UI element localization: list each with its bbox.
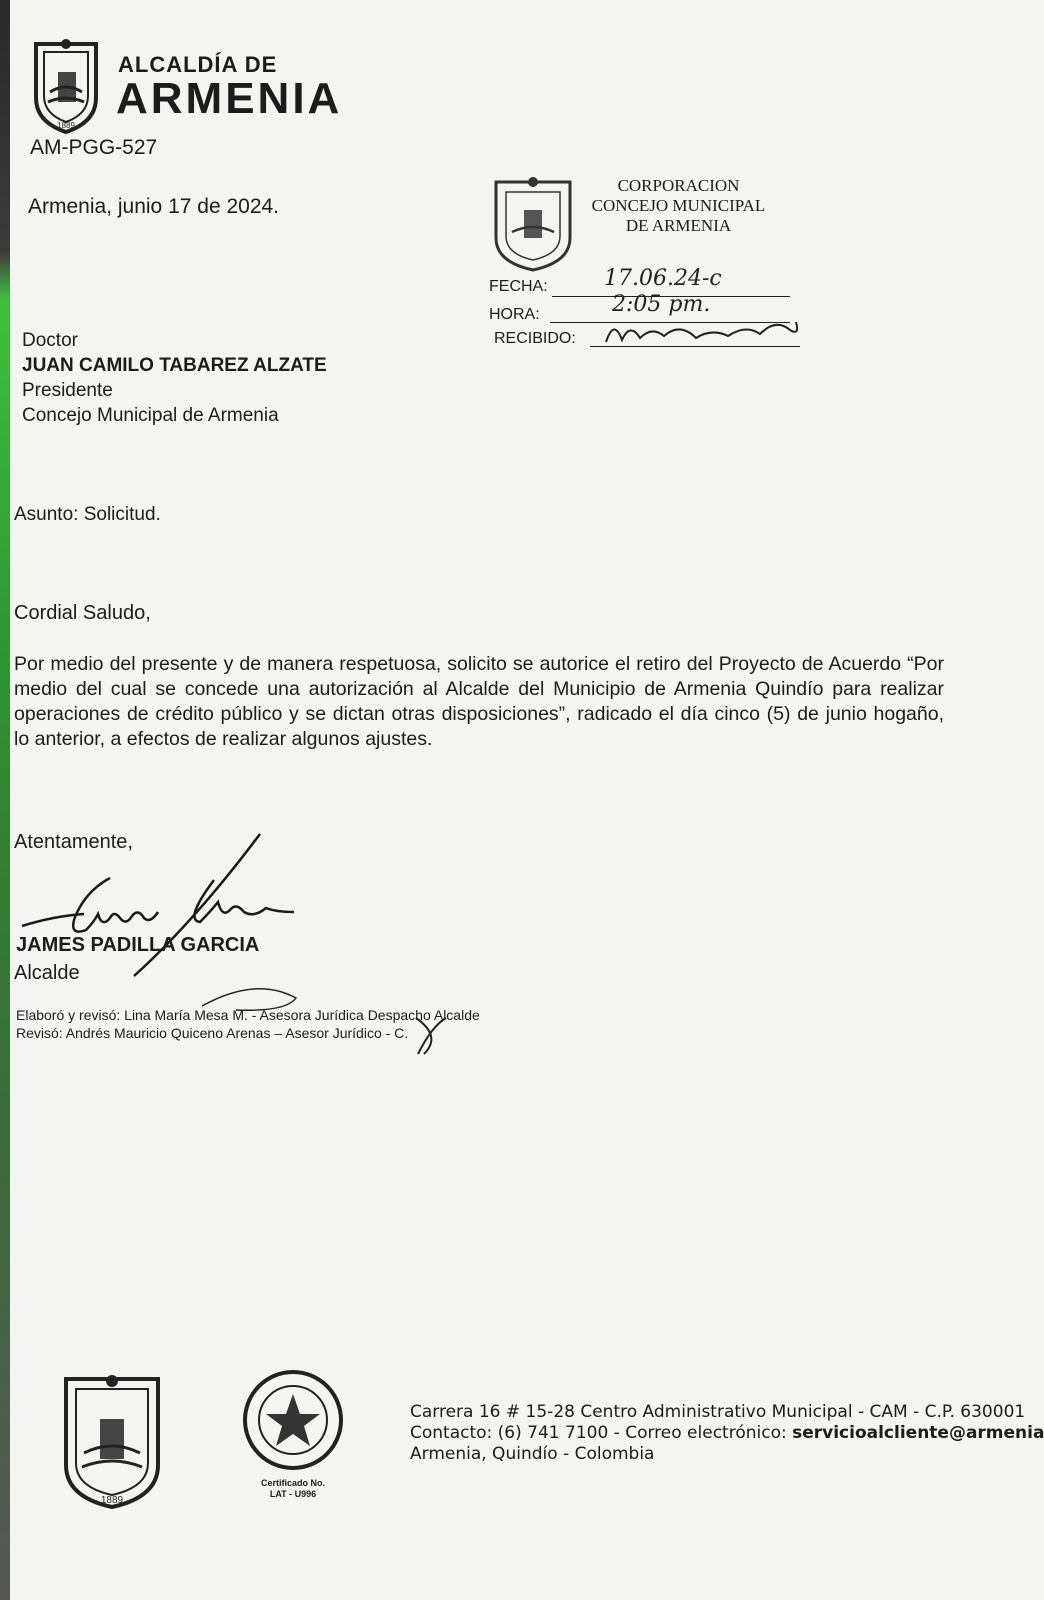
stamp-line2: CONCEJO MUNICIPAL [591, 196, 766, 215]
scan-edge [0, 0, 10, 1600]
signer-name: JAMES PADILLA GARCIA [16, 934, 260, 956]
document-date: Armenia, junio 17 de 2024. [28, 195, 280, 218]
stamp-hora-label: HORA: [489, 306, 540, 323]
concejo-shield-icon [488, 172, 578, 272]
stamp-fecha-label: FECHA: [489, 278, 548, 295]
footer-contact-prefix: Contacto: (6) 741 7100 - Correo electrónico: [410, 1423, 793, 1443]
recipient-salutation: Doctor [22, 330, 78, 351]
certification-seal-icon [238, 1368, 348, 1476]
body-paragraph: Por medio del presente y de manera respetuosa, solicito se autorice el retiro del Proyecto de Acuerdo “Por medio del cual se concede una autorización al Alcalde del Municipio de Armenia Quindío para realizar operaciones de crédito público y se dictan otras disposiciones”, radicado el día cinco (5) de junio hogaño, lo anterior, a efectos de realizar algunos ajustes. [14, 653, 944, 750]
certification-seal [238, 1368, 348, 1508]
greeting: Cordial Saludo, [14, 602, 151, 624]
recipient-role: Presidente [22, 380, 113, 401]
credits-line2: Revisó: Andrés Mauricio Quiceno Arenas – Asesor Jurídico - C. [16, 1025, 409, 1041]
received-signature-icon [600, 312, 806, 352]
footer-contact-line [410, 1423, 1044, 1444]
recipient-name: JUAN CAMILO TABAREZ ALZATE [22, 355, 327, 376]
footer-address: Carrera 16 # 15-28 Centro Administrativo Municipal - CAM - C.P. 630001 [410, 1402, 1026, 1422]
stamp-hora-value: 2:05 pm. [612, 292, 711, 317]
stamp-line1: CORPORACION [617, 176, 740, 195]
recipient-block [22, 328, 327, 428]
footer-contact [410, 1402, 1044, 1465]
initials-scribble-icon [196, 976, 466, 1058]
stamp-title [576, 176, 781, 236]
seal-certificate-number: LAT - U996 [269, 1489, 317, 1499]
subject-line: Asunto: Solicitud. [14, 504, 161, 525]
stamp-recibido-label: RECIBIDO: [494, 330, 576, 347]
svg-text:1889: 1889 [100, 1495, 124, 1506]
brand-line1: ALCALDÍA DE [118, 52, 278, 77]
recipient-institution: Concejo Municipal de Armenia [22, 405, 279, 426]
armenia-shield-icon [30, 36, 102, 136]
document-reference: AM-PGG-527 [30, 136, 158, 159]
svg-text:1889: 1889 [57, 121, 75, 130]
footer-shield-icon [62, 1373, 162, 1513]
signer-title: Alcalde [14, 962, 80, 984]
closing: Atentamente, [14, 831, 133, 853]
brand-line2: ARMENIA [116, 74, 343, 123]
stamp-fecha-value: 17.06.24-c [604, 266, 722, 291]
mayor-signature-icon [14, 832, 304, 982]
seal-certificate-label: Certificado No. [260, 1478, 325, 1488]
footer-email: servicioalcliente@armenia [792, 1423, 1044, 1443]
footer-city: Armenia, Quindío - Colombia [410, 1444, 655, 1464]
credits-line1: Elaboró y revisó: Lina María Mesa M. - Asesora Jurídica Despacho Alcalde [16, 1007, 480, 1023]
stamp-line3: DE ARMENIA [625, 216, 732, 235]
